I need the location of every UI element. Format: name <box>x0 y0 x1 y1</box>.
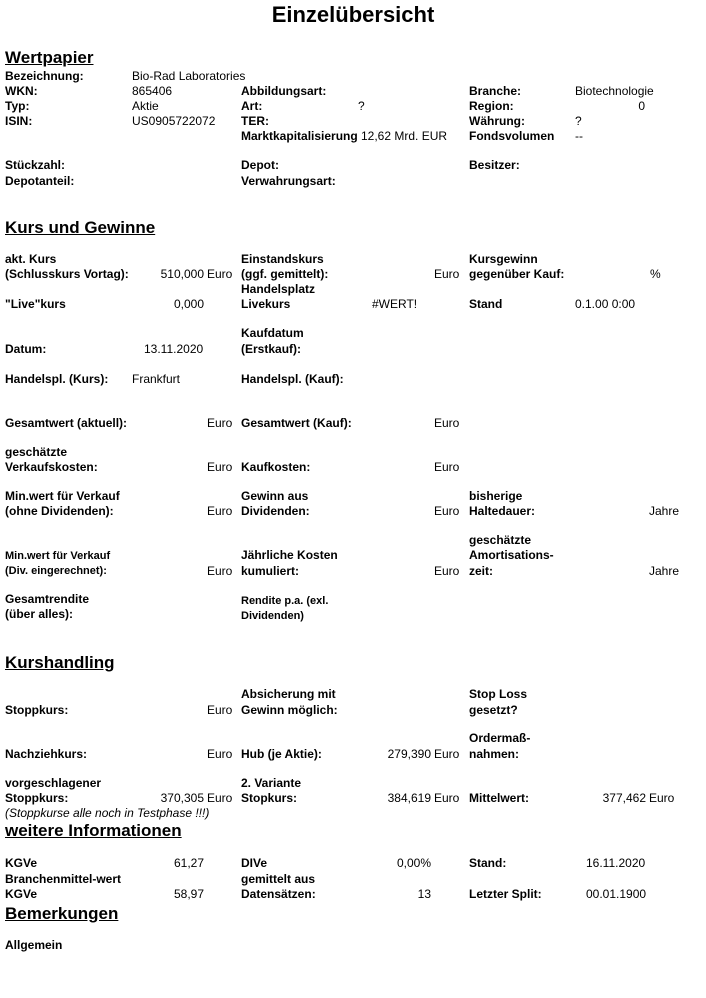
verwahrungsart-label: Verwahrungsart: <box>241 174 336 188</box>
amort-unit: Jahre <box>649 564 680 578</box>
wkn-value: 865406 <box>132 84 173 98</box>
amort-label-3: zeit: <box>469 564 493 578</box>
live-value: 0,000 <box>173 297 204 311</box>
hub-label: Hub (je Aktie): <box>241 747 322 761</box>
hp-live-label-2: Livekurs <box>241 297 291 311</box>
amort-label-1: geschätzte <box>469 533 532 547</box>
kursgewinn-label-1: Kursgewinn <box>469 252 538 266</box>
var2-value: 384,619 <box>387 791 431 805</box>
minwert-ohne-label-2: (ohne Dividenden): <box>5 504 114 518</box>
gesamt-kauf-unit: Euro <box>434 416 460 430</box>
stand-label: Stand <box>469 297 503 311</box>
hp-kauf-label: Handelspl. (Kauf): <box>241 372 344 386</box>
bezeichnung-label: Bezeichnung: <box>5 69 84 83</box>
testphase-note: (Stoppkurse alle noch in Testphase !!!) <box>5 806 210 820</box>
gesamt-akt-unit: Euro <box>207 416 233 430</box>
stoploss-label-1: Stop Loss <box>469 687 528 701</box>
stueckzahl-label: Stückzahl: <box>5 158 66 172</box>
einstand-label-1: Einstandskurs <box>241 252 324 266</box>
section-heading-wertpapier: Wertpapier <box>5 48 94 67</box>
akt-kurs-value: 510,000 <box>160 267 204 281</box>
akt-kurs-label-1: akt. Kurs <box>5 252 57 266</box>
vk-kosten-label-2: Verkaufskosten: <box>5 460 98 474</box>
split-value: 00.01.1900 <box>586 887 647 901</box>
stoppkurs-label: Stoppkurs: <box>5 703 69 717</box>
gesamtrendite-label-2: (über alles): <box>5 607 74 621</box>
stand-value: 0.1.00 0:00 <box>575 297 636 311</box>
waehrung-label: Währung: <box>469 114 525 128</box>
einstand-unit: Euro <box>434 267 460 281</box>
haltedauer-label-1: bisherige <box>469 489 523 503</box>
stoppkurs-unit: Euro <box>207 703 233 717</box>
section-heading-kurshandling: Kurshandling <box>5 653 115 672</box>
waehrung-value: ? <box>575 114 582 128</box>
hub-value: 279,390 <box>387 747 431 761</box>
marktkap-label: Marktkapitalisierung <box>241 129 358 143</box>
live-label: "Live"kurs <box>5 297 66 311</box>
region-label: Region: <box>469 99 514 113</box>
gewinn-div-label-1: Gewinn aus <box>241 489 309 503</box>
kaufdatum-label-1: Kaufdatum <box>241 326 304 340</box>
branchen-label-2: KGVe <box>5 887 38 901</box>
minwert-div-label-1: Min.wert für Verkauf <box>5 550 111 562</box>
dive-value: 0,00% <box>396 856 431 870</box>
order-label-1: Ordermaß- <box>469 731 531 745</box>
amort-label-2: Amortisations- <box>469 548 554 562</box>
mittel-label: Mittelwert: <box>469 791 529 805</box>
kgve-value: 61,27 <box>174 856 205 870</box>
kursgewinn-unit: % <box>650 267 661 281</box>
depot-label: Depot: <box>241 158 279 172</box>
vorg-label-2: Stoppkurs: <box>5 791 69 805</box>
allgemein-label: Allgemein <box>5 938 63 952</box>
ter-label: TER: <box>241 114 269 128</box>
jk-unit: Euro <box>434 564 460 578</box>
minwert-ohne-label-1: Min.wert für Verkauf <box>5 489 120 503</box>
typ-value: Aktie <box>132 99 159 113</box>
section-heading-bemerkungen: Bemerkungen <box>5 904 119 923</box>
datum-label: Datum: <box>5 342 47 356</box>
order-label-2: nahmen: <box>469 747 520 761</box>
gesamtrendite-label-1: Gesamtrendite <box>5 592 90 606</box>
section-heading-weitere-informationen: weitere Informationen <box>5 821 182 840</box>
depotanteil-label: Depotanteil: <box>5 174 75 188</box>
kgve-label: KGVe <box>5 856 38 870</box>
haltedauer-label-2: Haltedauer: <box>469 504 536 518</box>
branchen-label-1: Branchenmittel-wert <box>5 872 122 886</box>
haltedauer-unit: Jahre <box>649 504 680 518</box>
branchen-value: 58,97 <box>174 887 205 901</box>
rendite-pa-label-2: Dividenden) <box>241 610 304 622</box>
einstand-label-2: (ggf. gemittelt): <box>241 267 329 281</box>
branche-label: Branche: <box>469 84 522 98</box>
branche-value: Biotechnologie <box>575 84 654 98</box>
fondsvolumen-value: -- <box>575 129 583 143</box>
akt-kurs-label-2: (Schlusskurs Vortag): <box>5 267 129 281</box>
jk-label-2: kumuliert: <box>241 564 300 578</box>
typ-label: Typ: <box>5 99 30 113</box>
page-title: Einzelübersicht <box>271 2 435 27</box>
mittel-unit: Euro <box>649 791 675 805</box>
kaufdatum-label-2: (Erstkauf): <box>241 342 302 356</box>
hp-kurs-label: Handelspl. (Kurs): <box>5 372 109 386</box>
hp-kurs-value: Frankfurt <box>132 372 181 386</box>
abbildungsart-label: Abbildungsart: <box>241 84 327 98</box>
stand-info-label: Stand: <box>469 856 507 870</box>
isin-label: ISIN: <box>5 114 33 128</box>
region-value: 0 <box>638 99 645 113</box>
var2-label-1: 2. Variante <box>241 776 302 790</box>
besitzer-label: Besitzer: <box>469 158 520 172</box>
nachzieh-label: Nachziehkurs: <box>5 747 88 761</box>
stoploss-label-2: gesetzt? <box>469 703 518 717</box>
gesamt-kauf-label: Gesamtwert (Kauf): <box>241 416 352 430</box>
gewinn-div-label-2: Dividenden: <box>241 504 310 518</box>
gemittelt-value: 13 <box>417 887 431 901</box>
marktkap-value: 12,62 Mrd. EUR <box>361 129 448 143</box>
hub-unit: Euro <box>434 747 460 761</box>
vk-kosten-label-1: geschätzte <box>5 445 68 459</box>
section-heading-kurs-und-gewinne: Kurs und Gewinne <box>5 218 156 237</box>
var2-unit: Euro <box>434 791 460 805</box>
stand-info-value: 16.11.2020 <box>586 856 646 870</box>
kursgewinn-label-2: gegenüber Kauf: <box>469 267 565 281</box>
minwert-ohne-unit: Euro <box>207 504 233 518</box>
kaufkosten-label: Kaufkosten: <box>241 460 311 474</box>
rendite-pa-label-1: Rendite p.a. (exl. <box>241 595 329 607</box>
mittel-value: 377,462 <box>602 791 646 805</box>
art-label: Art: <box>241 99 263 113</box>
jk-label-1: Jährliche Kosten <box>241 548 338 562</box>
absicherung-label-1: Absicherung mit <box>241 687 336 701</box>
vorg-label-1: vorgeschlagener <box>5 776 102 790</box>
absicherung-label-2: Gewinn möglich: <box>241 703 338 717</box>
split-label: Letzter Split: <box>469 887 542 901</box>
vorg-unit: Euro <box>207 791 233 805</box>
minwert-div-unit: Euro <box>207 564 233 578</box>
vorg-value: 370,305 <box>160 791 204 805</box>
art-value: ? <box>358 99 365 113</box>
hp-live-label-1: Handelsplatz <box>241 282 316 296</box>
gewinn-div-unit: Euro <box>434 504 460 518</box>
dive-label: DIVe <box>241 856 268 870</box>
nachzieh-unit: Euro <box>207 747 233 761</box>
kaufkosten-unit: Euro <box>434 460 460 474</box>
hp-live-value: #WERT! <box>372 297 418 311</box>
isin-value: US0905722072 <box>132 114 216 128</box>
var2-label-2: Stopkurs: <box>241 791 298 805</box>
fondsvolumen-label: Fondsvolumen <box>469 129 555 143</box>
gemittelt-label-2: Datensätzen: <box>241 887 316 901</box>
minwert-div-label-2: (Div. eingerechnet): <box>5 565 107 577</box>
akt-kurs-unit: Euro <box>207 267 233 281</box>
gesamt-akt-label: Gesamtwert (aktuell): <box>5 416 128 430</box>
bezeichnung-value: Bio-Rad Laboratories <box>132 69 246 83</box>
wkn-label: WKN: <box>5 84 38 98</box>
gemittelt-label-1: gemittelt aus <box>241 872 316 886</box>
datum-value: 13.11.2020 <box>144 342 204 356</box>
vk-kosten-unit: Euro <box>207 460 233 474</box>
